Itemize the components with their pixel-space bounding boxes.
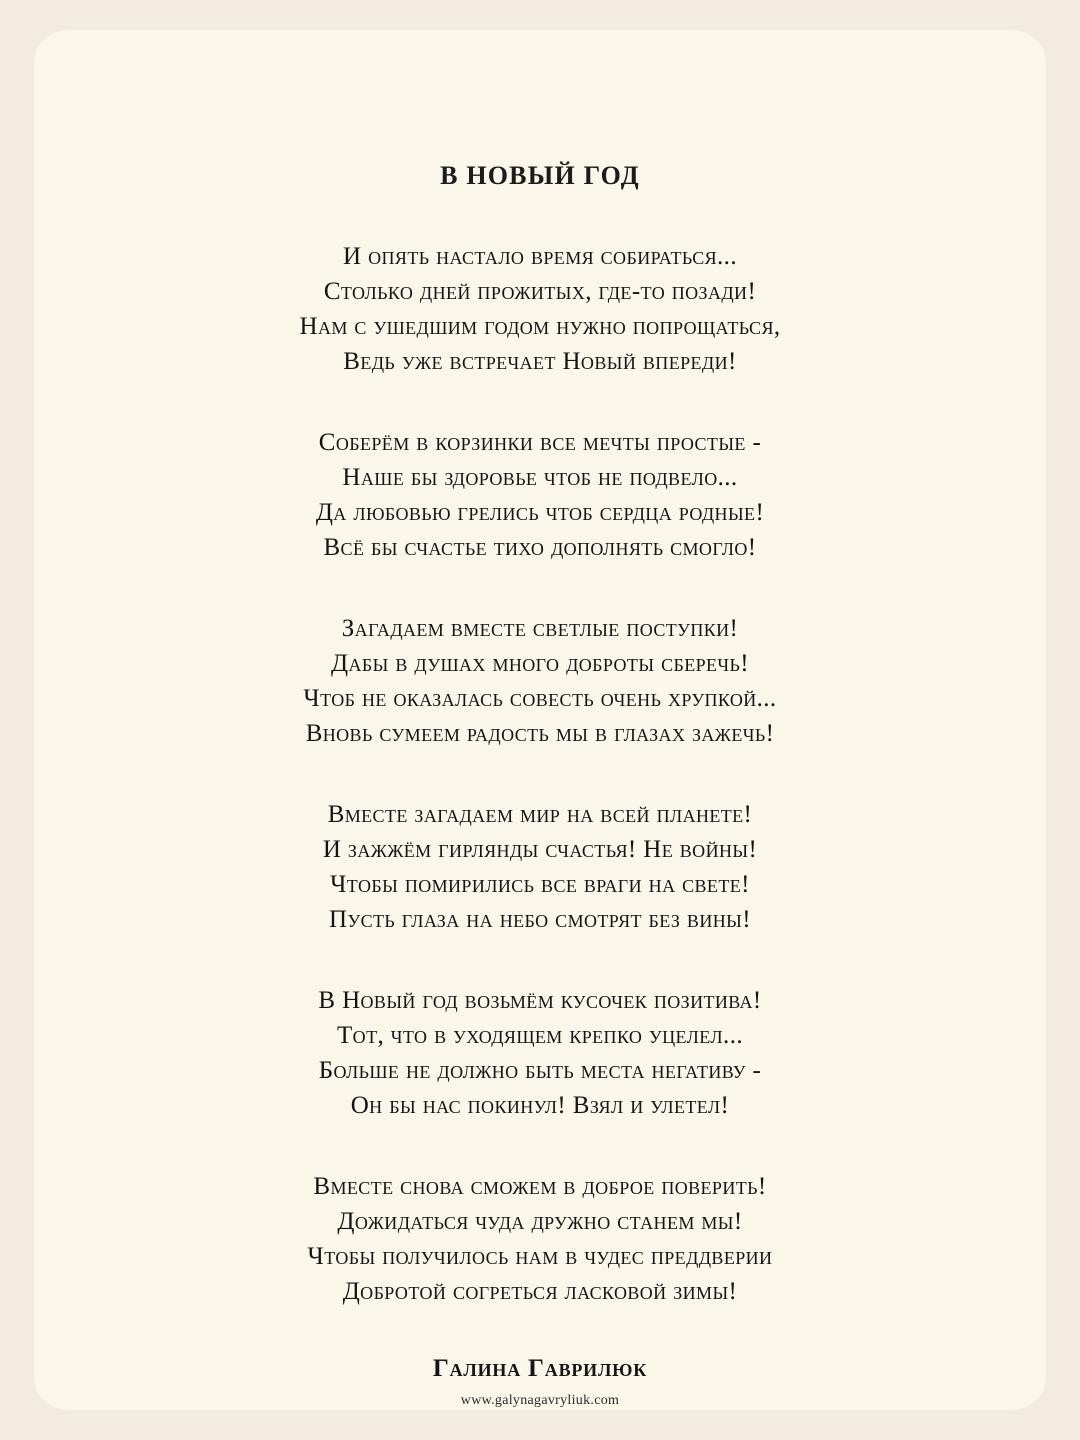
- poem-line: Соберём в корзинки все мечты простые -: [318, 429, 762, 457]
- poem-line: Всё бы счастье тихо дополнять смогло!: [323, 534, 757, 562]
- poem-line: Вновь сумеем радость мы в глазах зажечь!: [305, 720, 775, 748]
- poem-line: В Новый год возьмём кусочек позитива!: [318, 987, 762, 1015]
- poem-line: Пусть глаза на небо смотрят без вины!: [329, 906, 751, 934]
- stanza: [34, 611, 1046, 751]
- poem-line: Добротой согреться ласковой зимы!: [342, 1278, 738, 1306]
- poem-line: Чтобы помирились все враги на свете!: [330, 871, 750, 899]
- stanza: [34, 425, 1046, 565]
- poem-line: И зажжём гирлянды счастья! Не войны!: [322, 836, 758, 864]
- poem-line: Он бы нас покинул! Взял и улетел!: [350, 1092, 730, 1120]
- author-name: Галина Гаврилюк: [432, 1355, 648, 1383]
- poem-content: [34, 30, 1046, 1409]
- poem-line: Ведь уже встречает Новый впереди!: [343, 348, 737, 376]
- poem-line: Чтоб не оказалась совесть очень хрупкой...: [303, 685, 777, 713]
- poem-line: Тот, что в уходящем крепко уцелел...: [337, 1022, 743, 1050]
- poem-line: Вместе загадаем мир на всей планете!: [327, 801, 753, 829]
- stanza: [34, 983, 1046, 1123]
- author-website: www.galynagavryliuk.com: [460, 1393, 620, 1409]
- page-title: В НОВЫЙ ГОД: [440, 161, 640, 190]
- poem-line: Дожидаться чуда дружно станем мы!: [337, 1208, 743, 1236]
- poem-line: Нам с ушедшим годом нужно попрощаться,: [299, 313, 781, 341]
- poem-line: Столько дней прожитых, где-то позади!: [323, 278, 757, 306]
- poem-line: Наше бы здоровье чтоб не подвело...: [342, 464, 738, 492]
- poem-line: И опять настало время собираться...: [343, 243, 737, 271]
- poem-line: Чтобы получилось нам в чудес преддверии: [307, 1243, 773, 1271]
- poem-line: Дабы в душах много доброты сберечь!: [331, 650, 749, 678]
- stanza: [34, 1169, 1046, 1309]
- poem-line: Вместе снова сможем в доброе поверить!: [313, 1173, 767, 1201]
- poem-card: [34, 30, 1046, 1410]
- stanza: [34, 797, 1046, 937]
- poem-line: Загадаем вместе светлые поступки!: [341, 615, 739, 643]
- poem-line: Больше не должно быть места негативу -: [318, 1057, 762, 1085]
- stanza: [34, 239, 1046, 379]
- poem-line: Да любовью грелись чтоб сердца родные!: [315, 499, 765, 527]
